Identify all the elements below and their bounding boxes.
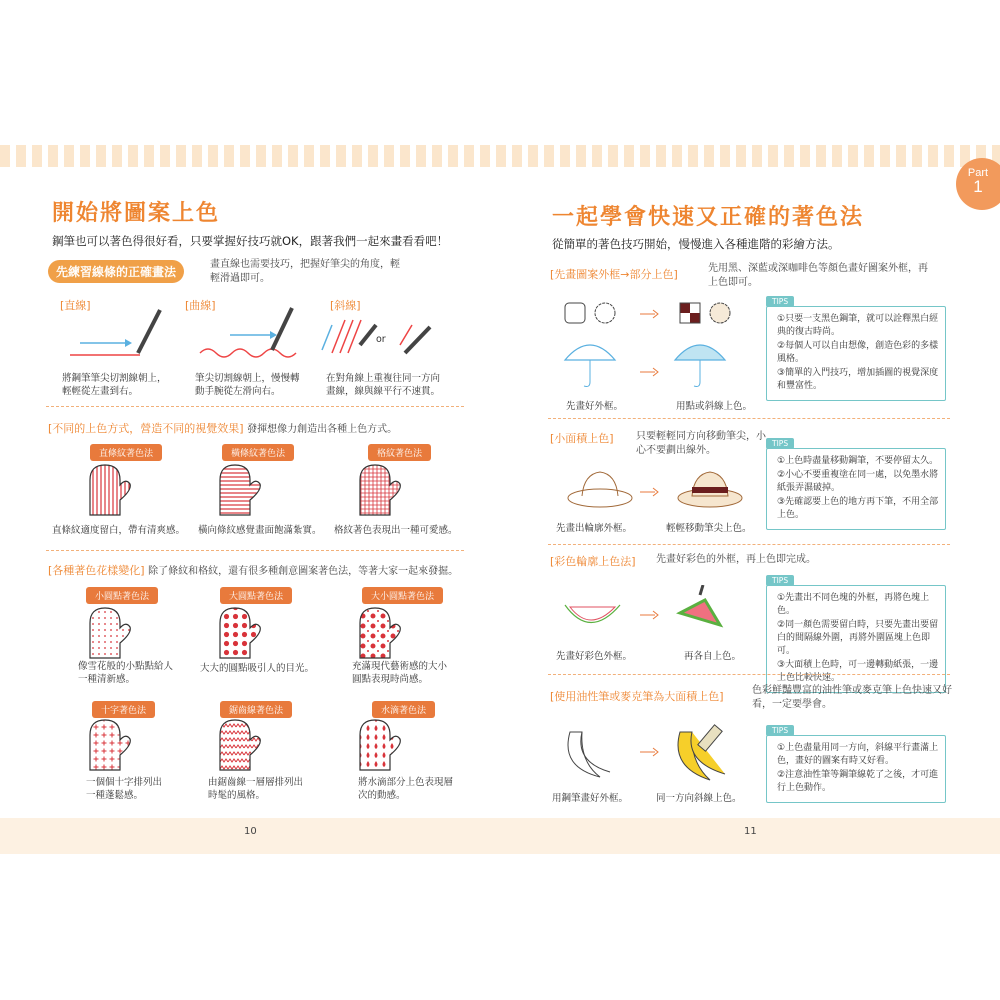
- watermelon-illustration: [560, 585, 750, 645]
- decorative-stripe: [0, 145, 1000, 167]
- tip: ①上色時盡量移動鋼筆，不要停留太久。: [777, 456, 939, 466]
- curve-line-demo: [200, 308, 296, 357]
- stroke-demo-illustrations: [60, 305, 460, 365]
- tips-label-2: TIPS: [766, 438, 794, 449]
- divider: [548, 418, 950, 419]
- diagonal-line-label: [斜線]: [330, 299, 361, 312]
- mixed-dot-caption: 充滿現代藝術感的大小圓點表現時尚感。: [352, 661, 448, 685]
- small-area-heading: [小面積上色]: [550, 432, 614, 445]
- vertical-stripe-caption: 直條紋適度留白，帶有清爽感。: [52, 525, 186, 536]
- fill-caption: 用點或斜線上色。: [676, 401, 753, 412]
- plaid-tag: 格紋著色法: [368, 444, 431, 461]
- hat-illustration: [560, 462, 750, 518]
- hat-outline-caption: 先畫出輪廓外框。: [556, 523, 633, 534]
- right-page-title: 一起學會快速又正確的著色法: [552, 205, 865, 230]
- mitten-zigzag: [220, 720, 260, 770]
- droplet-tag: 水滴著色法: [372, 701, 435, 718]
- divider: [46, 550, 464, 551]
- left-page-intro: 鋼筆也可以著色得很好看，只要掌握好技巧就OK，跟著我們一起來畫看看吧！: [52, 234, 449, 248]
- vertical-stripe-tag: 直條紋著色法: [90, 444, 162, 461]
- tips-box-3: [766, 585, 946, 693]
- mitten-droplet: [360, 720, 400, 770]
- part-label: Part: [967, 167, 989, 179]
- mitten-row-1: [60, 460, 460, 520]
- right-page-intro: 從簡單的著色技巧開始，慢慢進入各種進階的彩繪方法。: [552, 237, 840, 251]
- watermelon-outline-caption: 先畫好彩色外框。: [556, 651, 633, 662]
- straight-line-caption: 將鋼筆筆尖切割線朝上，輕輕從左畫到右。: [62, 373, 167, 397]
- hat-fill-caption: 輕輕移動筆尖上色。: [666, 523, 752, 534]
- coloring-methods-desc: 發揮想像力創造出各種上色方式。: [247, 424, 398, 435]
- tip: ②同一顏色需要留白時，只要先畫出要留白的間隔線外圍，再將外圍區塊上色即可。: [777, 620, 939, 656]
- tip: ①上色盡量用同一方向，斜線平行畫滿上色，畫好的圖案有時又好看。: [777, 743, 939, 766]
- divider: [548, 544, 950, 545]
- banana-illustration: [560, 722, 750, 788]
- tip: ②注意油性筆等鋼筆線乾了之後，才可進行上色動作。: [777, 770, 939, 793]
- tip: ②小心不要重複塗在同一處，以免墨水將紙張弄濕破掉。: [777, 470, 939, 493]
- small-dot-caption: 像雪花般的小點點給人一種清新感。: [78, 661, 174, 685]
- mixed-dot-tag: 大小圓點著色法: [362, 587, 443, 604]
- marker-fill-desc: 色彩鮮豔豐富的油性筆或麥克筆上色快速又好看，一定要學會。: [752, 685, 952, 710]
- small-dot-tag: 小圓點著色法: [86, 587, 158, 604]
- coloring-methods-title: [不同的上色方式，營造不同的視覺效果]: [48, 422, 244, 435]
- divider: [548, 674, 950, 675]
- mitten-horizontal-stripe: [220, 465, 260, 515]
- page-number-left: 10: [244, 826, 257, 837]
- outline-then-fill-heading: [先畫圖案外框→部分上色]: [550, 268, 678, 281]
- mitten-row-3: [60, 715, 460, 775]
- tips-label-4: TIPS: [766, 725, 794, 736]
- big-dot-caption: 大大的圓點吸引人的目光。: [200, 663, 315, 674]
- diagonal-line-caption: 在對角線上重複往同一方向畫線，線與線平行不速貫。: [326, 373, 441, 397]
- tips-box-1: [766, 306, 946, 401]
- stroke-practice-pill: 先練習線條的正確畫法: [48, 260, 184, 283]
- tip: ③大面積上色時，可一邊轉動紙張，一邊上色比較快速。: [777, 660, 939, 683]
- straight-line-label: [直線]: [60, 299, 91, 312]
- mitten-vertical-stripe: [90, 465, 130, 515]
- curve-line-label: [曲線]: [185, 299, 216, 312]
- mitten-big-dot: [220, 608, 260, 658]
- outline-fill-illustration: [560, 300, 750, 396]
- zigzag-caption: 由鋸齒線一層層排列出時髦的風格。: [208, 777, 304, 801]
- big-dot-tag: 大圓點著色法: [220, 587, 292, 604]
- part-number: 1: [973, 177, 983, 196]
- droplet-caption: 將水滴部分上色表現層次的動感。: [358, 777, 454, 801]
- coloring-methods-heading: [48, 420, 468, 436]
- pattern-variations-title: [各種著色花樣變化]: [48, 564, 145, 577]
- tips-box-4: [766, 735, 946, 803]
- straight-line-demo: [70, 310, 160, 355]
- watermelon-fill-caption: 再各自上色。: [684, 651, 742, 662]
- horizontal-stripe-tag: 橫條紋著色法: [222, 444, 294, 461]
- outline-then-fill-desc: 先用黑、深藍或深咖啡色等顏色畫好圖案外框，再上色即可。: [708, 263, 928, 288]
- tip: ②每個人可以自由想像，創造色彩的多樣風格。: [777, 341, 939, 364]
- banana-outline-caption: 用鋼筆畫好外框。: [552, 793, 629, 804]
- tip: ③先確認要上色的地方再下筆，不用全部上色。: [777, 497, 939, 520]
- mitten-row-2: [60, 603, 460, 663]
- curve-line-caption: 筆尖切割線朝上，慢慢轉動手腕從左滑向右。: [195, 373, 300, 397]
- page-footer-band: [0, 818, 1000, 854]
- horizontal-stripe-caption: 橫向條紋感覺畫面飽滿紮實。: [198, 525, 322, 536]
- banana-fill-caption: 同一方向斜線上色。: [656, 793, 742, 804]
- or-label: or: [376, 334, 386, 345]
- left-page-title: 開始將圖案上色: [52, 201, 221, 226]
- color-outline-heading: [彩色輪廓上色法]: [550, 555, 636, 568]
- pattern-variations-heading: [48, 562, 468, 578]
- color-outline-desc: 先畫好彩色的外框，再上色即完成。: [656, 554, 816, 565]
- divider: [46, 406, 464, 407]
- plaid-caption: 格紋著色表現出一種可愛感。: [334, 525, 458, 536]
- tip: ①只要一支黑色鋼筆，就可以詮釋黑白經典的復古時尚。: [777, 314, 939, 337]
- tips-label-1: TIPS: [766, 296, 794, 307]
- part-badge: [956, 158, 1000, 210]
- zigzag-tag: 鋸齒線著色法: [220, 701, 292, 718]
- small-area-desc: 只要輕輕同方向移動筆尖，小心不要劃出線外。: [636, 431, 766, 456]
- tips-box-2: [766, 448, 946, 530]
- tip: ①先畫出不同色塊的外框，再將色塊上色。: [777, 593, 930, 616]
- mitten-plaid: [360, 465, 400, 515]
- outline-caption: 先畫好外框。: [566, 401, 624, 412]
- stroke-practice-note: 畫直線也需要技巧，把握好筆尖的角度，輕輕滑過即可。: [210, 259, 400, 284]
- cross-caption: 一個個十字排列出一種蓬鬆感。: [86, 777, 163, 801]
- pattern-variations-desc: 除了條紋和格紋，還有很多種創意圖案著色法，等著大家一起來發掘。: [148, 566, 459, 577]
- mitten-mixed-dot: [360, 608, 400, 658]
- mitten-small-dot: [90, 608, 130, 658]
- tips-label-3: TIPS: [766, 575, 794, 586]
- cross-tag: 十字著色法: [92, 701, 155, 718]
- mitten-cross: [90, 720, 130, 770]
- page-number-right: 11: [744, 826, 757, 837]
- marker-fill-heading: [使用油性筆或麥克筆為大面積上色]: [550, 690, 724, 703]
- tip: ③簡單的入門技巧，增加插圖的視覺深度和豐富性。: [777, 368, 939, 391]
